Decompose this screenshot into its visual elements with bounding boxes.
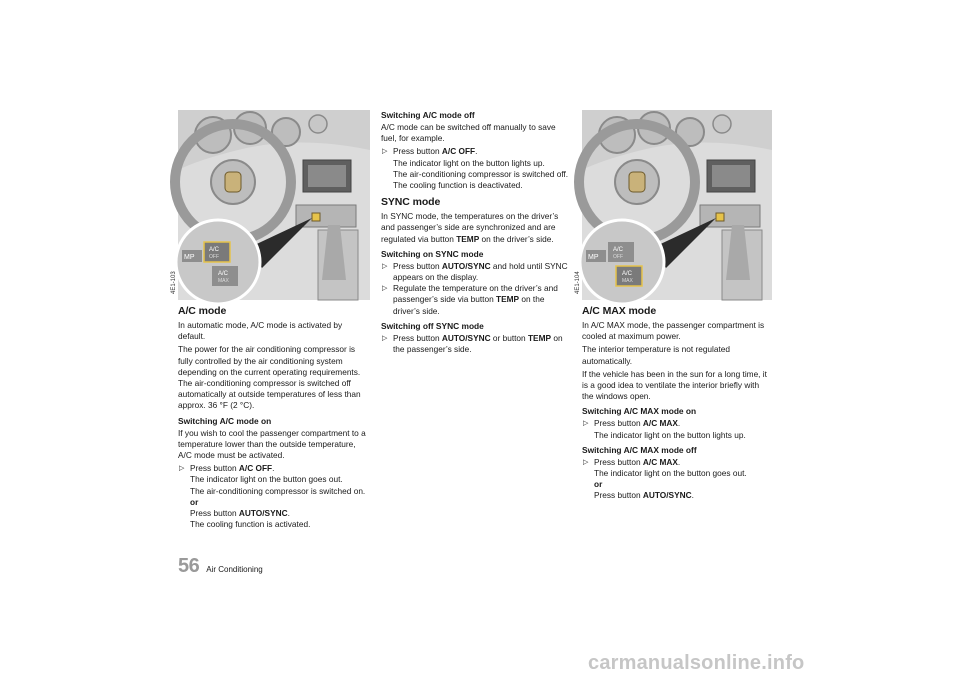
- subheading-sync-off: Switching off SYNC mode: [381, 320, 484, 331]
- paragraph: If you wish to cool the passenger compartment to a temperature lower than the outside temperature, A/C mode must be activated.: [178, 427, 366, 461]
- instruction-step: [381, 283, 573, 317]
- step-result: The indicator light on the button goes out.: [594, 468, 747, 479]
- page-footer: [178, 555, 263, 578]
- paragraph: The interior temperature is not regulated automatically.: [582, 344, 731, 366]
- inset-label-ac-2: A/C: [218, 271, 229, 277]
- subheading-ac-max-off: Switching A/C MAX mode off: [582, 444, 697, 455]
- step-line: Regulate the temperature on the driver’s and passenger’s side via button TEMP on the driver’s side.: [393, 283, 558, 316]
- step-result: The indicator light on the button goes out.: [190, 474, 343, 485]
- subheading-ac-off: Switching A/C mode off: [381, 110, 475, 120]
- arrow-icon: ▷: [179, 465, 185, 473]
- inset-label-ac-2: A/C: [622, 271, 633, 277]
- section-title: Air Conditioning: [206, 565, 263, 574]
- subheading-sync-on: Switching on SYNC mode: [381, 248, 484, 259]
- arrow-icon: ▷: [382, 334, 388, 342]
- arrow-icon: ▷: [583, 420, 589, 428]
- instruction-step: [381, 333, 573, 355]
- step-line: Press button A/C MAX.: [594, 418, 681, 429]
- inset-label-mp: MP: [588, 254, 599, 261]
- heading-ac-max-mode: A/C MAX mode: [582, 305, 657, 317]
- paragraph: The power for the air conditioning compressor is fully controlled by the air conditioning system depending on the current operating requirements. The air-conditioning compressor is switched off automatically at outside temperatures of less than approx. 36 °F (2 °C).: [178, 344, 361, 411]
- or-label: or: [594, 479, 603, 490]
- dashboard-drawing: [582, 110, 772, 300]
- step-result: The cooling function is deactivated.: [393, 180, 523, 191]
- column-middle: [381, 110, 573, 355]
- column-right: [575, 110, 772, 502]
- dashboard-illustration-ac-off: [171, 110, 370, 300]
- step-line: Press button AUTO/SYNC or button TEMP on the passenger’s side.: [393, 332, 563, 355]
- inset-label-off: OFF: [209, 254, 219, 260]
- paragraph: A/C mode can be switched off manually to save fuel, for example.: [381, 122, 556, 144]
- inset-label-off: OFF: [613, 254, 623, 260]
- figure-code: 4E1-104: [575, 271, 581, 294]
- page-number: 56: [178, 555, 200, 577]
- step-line: Press button A/C OFF.: [190, 463, 275, 474]
- inset-label-ac: A/C: [613, 247, 624, 253]
- step-result: The indicator light on the button lights up.: [594, 429, 746, 440]
- or-label: or: [190, 496, 199, 507]
- step-line: Press button A/C OFF.: [393, 146, 478, 157]
- step-result: The air-conditioning compressor is switched on.: [190, 485, 366, 496]
- dashboard-illustration-ac-max: [575, 110, 772, 300]
- arrow-icon: ▷: [382, 285, 388, 293]
- subheading-ac-on: Switching A/C mode on: [178, 415, 272, 426]
- paragraph: If the vehicle has been in the sun for a long time, it is a good idea to ventilate the interior briefly with the windows open.: [582, 368, 767, 402]
- watermark: carmanualsonline.info: [588, 652, 805, 674]
- step-result: The air-conditioning compressor is switched off.: [393, 168, 569, 179]
- paragraph: In automatic mode, A/C mode is activated by default.: [178, 320, 343, 342]
- step-line: Press button A/C MAX.: [594, 456, 681, 467]
- instruction-step: [381, 146, 573, 191]
- arrow-icon: ▷: [382, 148, 388, 156]
- paragraph: In A/C MAX mode, the passenger compartment is cooled at maximum power.: [582, 320, 765, 342]
- instruction-step: [582, 418, 772, 440]
- instruction-step: [381, 261, 573, 283]
- paragraph: In SYNC mode, the temperatures on the driver’s and passenger’s side are synchronized and are regulated via button TEMP on the driver’s side.: [381, 211, 559, 244]
- step-line: Press button AUTO/SYNC and hold until SYNC appears on the display.: [393, 260, 568, 283]
- dashboard-drawing: [178, 110, 370, 300]
- inset-label-max: MAX: [218, 278, 229, 284]
- arrow-icon: ▷: [583, 458, 589, 466]
- arrow-icon: ▷: [382, 262, 388, 270]
- step-line: Press button AUTO/SYNC.: [594, 490, 694, 501]
- inset-label-max: MAX: [622, 278, 633, 284]
- step-result: The indicator light on the button lights up.: [393, 157, 545, 168]
- heading-sync-mode: SYNC mode: [381, 196, 441, 209]
- heading-ac-mode: A/C mode: [178, 305, 227, 317]
- column-left: [171, 110, 370, 530]
- step-line: Press button AUTO/SYNC.: [190, 508, 290, 519]
- figure-code: 4E1-103: [171, 271, 177, 294]
- instruction-step: [178, 463, 370, 530]
- inset-label-ac: A/C: [209, 247, 220, 253]
- inset-label-mp: MP: [184, 254, 195, 261]
- step-result: The cooling function is activated.: [190, 519, 311, 530]
- subheading-ac-max-on: Switching A/C MAX mode on: [582, 406, 697, 417]
- instruction-step: [582, 457, 772, 502]
